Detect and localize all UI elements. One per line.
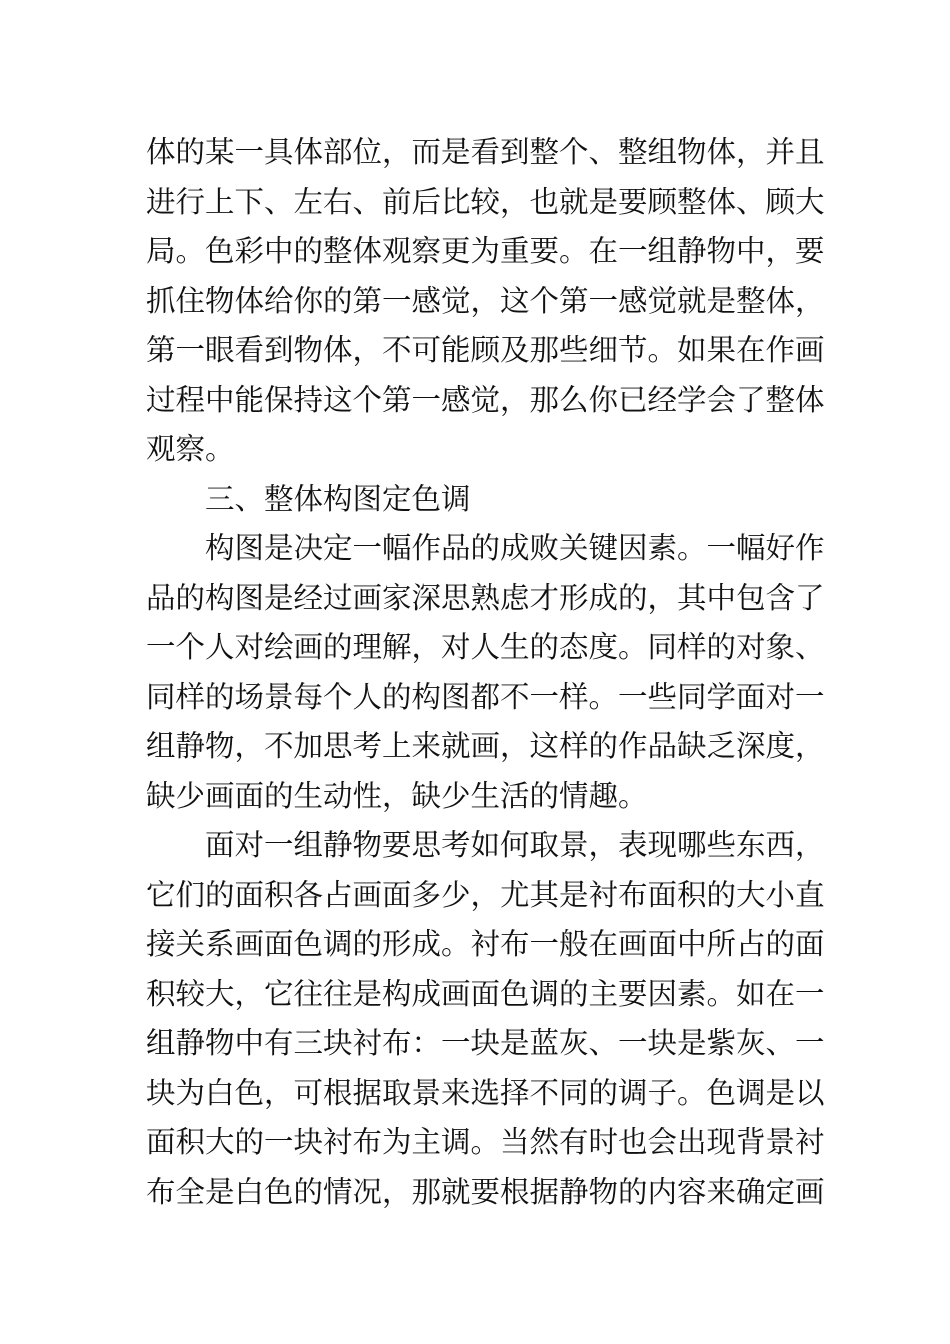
- text-line: 面积大的一块衬布为主调。当然有时也会出现背景衬: [146, 1125, 825, 1159]
- text-line: 过程中能保持这个第一感觉，那么你已经学会了整体: [146, 382, 825, 417]
- text-line: 同样的场景每个人的构图都不一样。一些同学面对一: [146, 679, 825, 714]
- document-page: [146, 128, 825, 1217]
- text-line: 组静物中有三块衬布：一块是蓝灰、一块是紫灰、一: [146, 1026, 825, 1060]
- paragraph-start-line: 构图是决定一幅作品的成败关键因素。一幅好作: [205, 531, 825, 565]
- text-line: 第一眼看到物体，不可能顾及那些细节。如果在作画: [146, 333, 825, 367]
- text-line: 一个人对绘画的理解，对人生的态度。同样的对象、: [146, 630, 825, 664]
- text-line: 观察。: [146, 432, 235, 466]
- text-line: 积较大，它往往是构成画面色调的主要因素。如在一: [146, 976, 825, 1011]
- text-line: 块为白色，可根据取景来选择不同的调子。色调是以: [146, 1075, 825, 1110]
- text-line: 局。色彩中的整体观察更为重要。在一组静物中，要: [146, 234, 825, 268]
- text-line: 布全是白色的情况，那就要根据静物的内容来确定画: [146, 1174, 825, 1209]
- text-line: 抓住物体给你的第一感觉，这个第一感觉就是整体，: [146, 283, 825, 318]
- text-line: 组静物，不加思考上来就画，这样的作品缺乏深度，: [146, 729, 825, 763]
- text-line: 它们的面积各占画面多少，尤其是衬布面积的大小直: [146, 877, 825, 912]
- section-heading: 三、整体构图定色调: [205, 481, 471, 516]
- text-line: 品的构图是经过画家深思熟虑才形成的，其中包含了: [146, 580, 825, 615]
- text-line: 接关系画面色调的形成。衬布一般在画面中所占的面: [146, 927, 825, 961]
- paragraph-start-line: 面对一组静物要思考如何取景，表现哪些东西，: [205, 828, 825, 862]
- text-line: 进行上下、左右、前后比较，也就是要顾整体、顾大: [146, 184, 825, 219]
- text-line: 缺少画面的生动性，缺少生活的情趣。: [146, 778, 648, 813]
- text-line: 体的某一具体部位，而是看到整个、整组物体，并且: [146, 135, 825, 169]
